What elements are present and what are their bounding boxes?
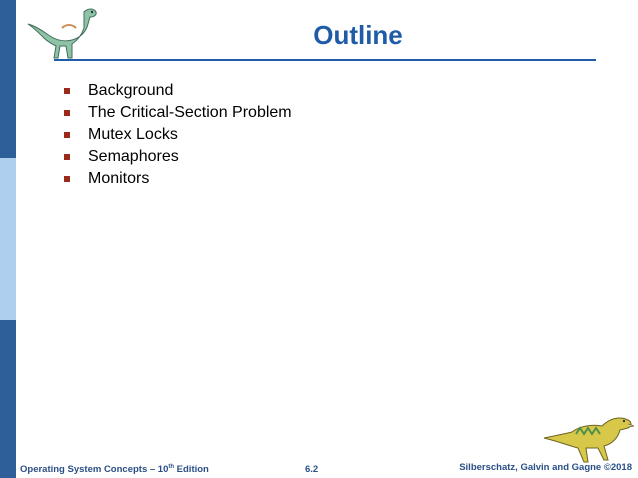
footer-copyright: Silberschatz, Galvin and Gagne ©2018 bbox=[459, 462, 632, 473]
sidebar-segment-bottom bbox=[0, 320, 16, 478]
bullet-item bbox=[64, 80, 292, 102]
square-bullet-icon bbox=[64, 176, 70, 182]
square-bullet-icon bbox=[64, 132, 70, 138]
footer-book-title: Operating System Concepts – 10th Edition bbox=[20, 464, 209, 476]
bullet-item bbox=[64, 168, 292, 190]
square-bullet-icon bbox=[64, 154, 70, 160]
bullet-item bbox=[64, 124, 292, 146]
bullet-text: Mutex Locks bbox=[88, 126, 178, 143]
bullet-item bbox=[64, 146, 292, 168]
bullet-text: The Critical-Section Problem bbox=[88, 104, 292, 121]
bullet-text: Monitors bbox=[88, 170, 150, 187]
bullet-list bbox=[64, 80, 292, 190]
slide-title: Outline bbox=[313, 20, 403, 50]
sidebar-stripe bbox=[0, 0, 16, 478]
square-bullet-icon bbox=[64, 88, 70, 94]
bullet-text: Background bbox=[88, 82, 174, 99]
title-divider bbox=[54, 59, 596, 61]
square-bullet-icon bbox=[64, 110, 70, 116]
sidebar-segment-middle bbox=[0, 158, 16, 320]
footer-page-number: 6.2 bbox=[305, 464, 319, 475]
bullet-item bbox=[64, 102, 292, 124]
dinosaur-bottom-icon bbox=[540, 410, 636, 466]
bullet-text: Semaphores bbox=[88, 148, 179, 165]
